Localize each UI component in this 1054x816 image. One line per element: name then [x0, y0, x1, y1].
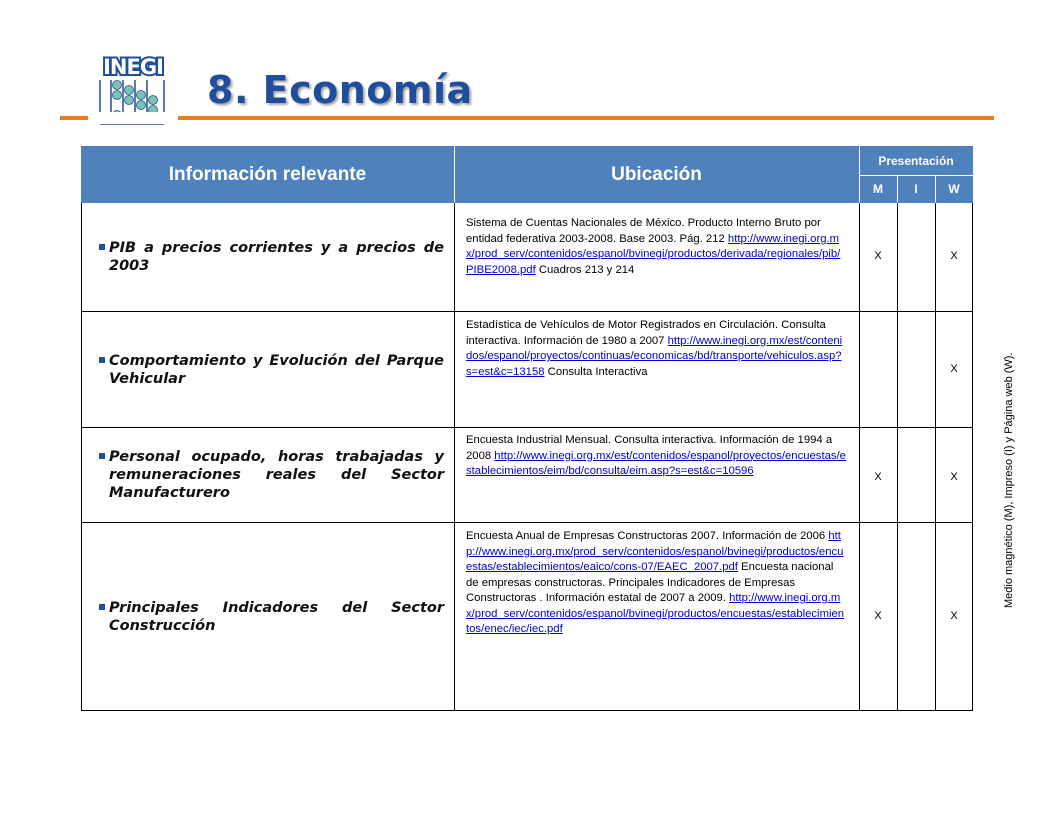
table-row-ubicacion	[466, 216, 847, 278]
ubicacion-link[interactable]: http://www.inegi.org.mx/prod_serv/contenidos/espanol/bvinegi/productos/derivada/regionales/pib/PIBE2008.pdf	[466, 232, 841, 276]
mark-w: X	[950, 363, 958, 375]
header-separator	[935, 175, 936, 203]
grid-line	[972, 203, 973, 711]
mark-m: X	[874, 610, 882, 622]
ubicacion-text: Sistema de Cuentas Nacionales de México. Producto Interno Bruto por entidad federativa 2003-2008. Base 2003. Pág. 212	[466, 217, 821, 245]
ubicacion-link[interactable]: http://www.inegi.org.mx/est/contenidos/espanol/proyectos/encuestas/establecimientos/eim/bd/consulta/eim.asp?s=est&c=10596	[466, 449, 846, 477]
header-separator	[897, 175, 898, 203]
ubicacion-link[interactable]: http://www.inegi.org.mx/prod_serv/contenidos/espanol/bvinegi/productos/encuestas/establecimientos/enec/iec/iec.pdf	[466, 592, 845, 635]
mark-w: X	[950, 610, 958, 622]
ubicacion-link[interactable]: http://www.inegi.org.mx/est/contenidos/espanol/proyectos/continuas/economicas/bd/transporte/vehiculos.asp?s=est&c=13158	[466, 334, 843, 378]
table-row-info	[99, 312, 444, 427]
row-info-text: PIB a precios corrientes y a precios de 2003	[109, 240, 444, 274]
grid-line	[81, 710, 973, 711]
title-underline	[60, 116, 994, 120]
table-row-ubicacion	[466, 529, 847, 638]
row-info-text: Principales Indicadores del Sector Construcción	[109, 599, 444, 634]
header-ubicacion: Ubicación	[454, 146, 859, 203]
ubicacion-text: Encuesta Industrial Mensual. Consulta interactiva. Información de 1994 a 2008	[466, 434, 833, 462]
table-row-info	[99, 428, 444, 522]
table-row-info	[99, 203, 444, 311]
ubicacion-text: Estadística de Vehículos de Motor Registrados en Circulación. Consulta interactiva. Información de 1980 a 2007	[466, 319, 826, 347]
row-info-text: Personal ocupado, horas trabajadas y remuneraciones reales del Sector Manufacturero	[109, 449, 444, 501]
bullet-icon	[99, 453, 105, 459]
grid-line	[454, 203, 455, 711]
bullet-icon	[99, 604, 105, 610]
svg-text:INEGI: INEGI	[103, 55, 163, 79]
information-table	[81, 146, 973, 711]
grid-line	[859, 203, 860, 711]
header-w: W	[935, 175, 973, 203]
bullet-icon	[99, 244, 105, 250]
page-title: 8. Economía	[207, 68, 473, 112]
row-info-text: Comportamiento y Evolución del Parque Vehicular	[109, 352, 444, 387]
header-m: M	[859, 175, 897, 203]
grid-line	[897, 203, 898, 711]
header-separator	[454, 146, 455, 203]
mark-m: X	[874, 471, 882, 483]
title-underline-gap	[88, 112, 178, 124]
ubicacion-text: Encuesta Anual de Empresas Constructoras 2007. Información de 2006	[466, 530, 829, 542]
ubicacion-link[interactable]: http://www.inegi.org.mx/prod_serv/contenidos/espanol/bvinegi/productos/encuestas/establecimientos/eaico/cons-07/EAEC_2007.pdf	[466, 530, 844, 573]
grid-line	[935, 203, 936, 711]
mark-m: X	[874, 250, 882, 262]
ubicacion-text: Encuesta nacional de empresas constructoras. Principales Indicadores de Empresas Constructoras . Información estatal de 2007 a 2009.	[466, 561, 834, 604]
mark-w: X	[950, 250, 958, 262]
table-row-ubicacion	[466, 433, 847, 480]
presentation-legend: Medio magnético (M), Impreso (I) y Página web (W).	[1003, 352, 1015, 608]
header-presentacion: Presentación	[859, 146, 973, 175]
bullet-icon	[99, 357, 105, 363]
header-i: I	[897, 175, 935, 203]
grid-line	[81, 203, 82, 711]
table-row-info	[99, 523, 444, 710]
table-row-ubicacion	[466, 318, 847, 380]
ubicacion-text: Consulta Interactiva	[544, 365, 648, 378]
ubicacion-text: Cuadros 213 y 214	[535, 263, 635, 276]
header-info: Información relevante	[81, 146, 454, 203]
mark-w: X	[950, 471, 958, 483]
header-separator	[859, 175, 973, 176]
